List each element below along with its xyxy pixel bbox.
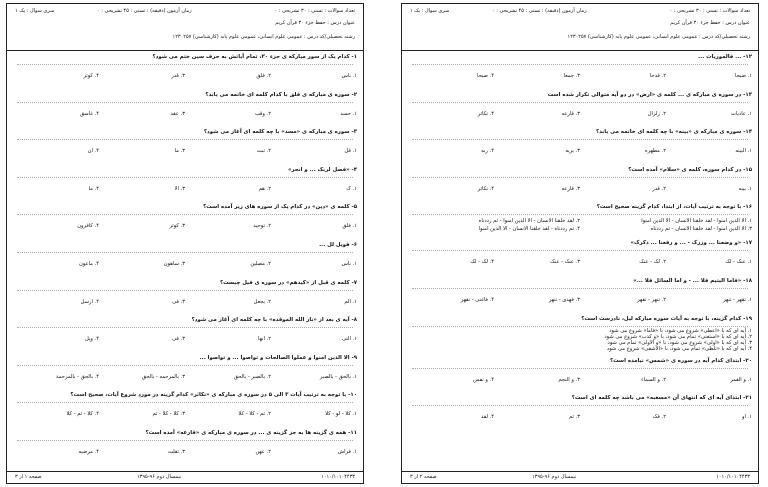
answer-option: ۳. الا الذین امنوا - لقد خلقنا الانسان - ثم رددناه — [650, 226, 752, 233]
question-item — [13, 317, 357, 351]
question-stem: ۷- کلمه ی قبل از «کیدهم» در سوره ی فیل چیست؟ — [219, 279, 357, 286]
question-item — [13, 355, 357, 389]
question-stem: ۱۹- کدام گزینه، با توجه به آیات سوره مبارکه لیل، نادرست است؟ — [581, 315, 752, 322]
exam-header — [402, 4, 758, 51]
answer-option: ۲. لک - عنک — [639, 259, 666, 266]
question-stem: ۱۸- «فاما الیتیم فلا ... - و اما السائل فلا ...» — [633, 278, 752, 284]
dotted-divider — [17, 252, 353, 253]
dotted-divider — [17, 102, 353, 103]
answer-option: ۳. قدر — [171, 73, 185, 79]
answer-option: ۳. قارعه — [561, 110, 580, 117]
dotted-divider — [17, 214, 353, 215]
answer-option: ۲. وقب — [254, 110, 271, 117]
question-stem: ۲۱- ابتدای آیه ای که انتهای آن «مسغبه» می باشد چه کلمه ای است؟ — [571, 395, 752, 402]
answer-option: ۴. تکاثر — [477, 185, 494, 192]
course-title: عنوان درس : حفظ جزء ۳۰ قرآن کریم — [275, 20, 355, 26]
question-stem: ۹- الا الذین امنوا و عملوا الصالحات و تواصوا ... و تواصوا ... — [199, 354, 357, 361]
answer-option: ۴. آیه ای که با «تلظی» تمام می شود، با «الاشقی» شروع می شود — [606, 345, 752, 352]
exam-time: زمان آزمون (دقیقه) : تستی : ۴۵ تشریحی : ۰ — [492, 8, 587, 14]
answer-option: ۴. غاسق — [79, 110, 99, 117]
question-item — [13, 430, 357, 464]
dotted-divider — [412, 288, 748, 289]
answer-option: ۲. انها — [258, 336, 271, 343]
dotted-divider — [412, 64, 748, 65]
answer-option: ۴. کوثر — [83, 73, 99, 79]
answer-option: ۴. ان — [87, 148, 99, 155]
dotted-divider — [412, 139, 748, 140]
answer-option: ۲. قدر — [652, 185, 666, 192]
answer-option: ۲. تبت — [256, 148, 271, 155]
answer-option: ۳. الا — [174, 185, 185, 192]
answer-option: ۲. آیه ای که با «استغنی» تمام می شود، با «و کذب» شروع می شود — [604, 333, 752, 340]
dotted-divider — [412, 177, 748, 178]
question-stem: ۱۵- در کدام سوره، کلمه ی «سلام» آمده است؟ — [628, 166, 752, 173]
question-stem: ۵- کلمه ی «دین» در کدام یک از سوره های زیر آمده است؟ — [203, 204, 357, 211]
exam-code: ۱۰۱۰/۱۰۱۰۴۴۳۳ — [321, 474, 355, 480]
answer-option: ۱. کلا - لو - کلا — [325, 411, 357, 418]
answer-option: ۳. بالمرحمه - بالحق — [142, 373, 185, 380]
answer-option: ۲. لقد خلقنا الانسان - الا الذین امنوا - ثم رددناه — [478, 218, 580, 225]
answer-option: ۱. ناس — [341, 261, 357, 267]
answer-option: ۳. ثم — [569, 414, 580, 421]
answer-option: ۱. ک — [346, 185, 357, 192]
question-item — [13, 204, 357, 238]
question-item — [408, 278, 752, 312]
exam-code: ۱۰۱۰/۱۰۱۰۴۴۳۳ — [716, 474, 750, 480]
exam-footer — [402, 471, 758, 483]
question-item — [13, 280, 357, 314]
answer-option: ۱. الم — [344, 298, 357, 305]
question-item — [408, 316, 752, 350]
dotted-divider — [17, 402, 353, 403]
question-item — [408, 129, 752, 163]
answer-option: ۲. ثم - کلا - کلا — [238, 411, 271, 418]
answer-option: ۳. فی — [172, 336, 185, 343]
answer-option: ۴. فاغنی - تقهر — [460, 297, 494, 303]
answer-option: ۳. ما — [174, 148, 185, 155]
question-stem: ۲- سوره ی مبارکه ی فلق با کدام کلمه ای خاتمه می یابد؟ — [205, 91, 357, 98]
answer-option: ۳. کوثر — [169, 223, 185, 230]
question-stem: ۱۱- همه ی گزینه ها به جز گزینه ی ... در سوره ی مبارکه ی «قارعه» آمده است؟ — [145, 430, 357, 436]
answer-option: ۳. کلا - کلا - ثم — [152, 411, 185, 418]
answer-option: ۴. ما — [88, 185, 99, 192]
answer-option: ۱. عنک - لک — [725, 259, 752, 266]
page-number: صفحه ۲ از ۳ — [410, 474, 437, 480]
dotted-divider — [412, 326, 748, 327]
answer-option: ۳. و النجم — [558, 376, 580, 383]
dotted-divider — [412, 214, 748, 215]
question-item — [13, 392, 357, 426]
question-stem: ۲۰- ابتدای کدام آیه در سوره ی «شمس» نیامده است؟ — [609, 357, 752, 364]
exam-header — [7, 4, 363, 51]
answer-option: ۱. بینه — [738, 185, 752, 192]
answer-option: ۲. و السماء — [641, 376, 666, 383]
answer-option: ۱. حسد — [340, 110, 357, 117]
answer-option: ۴. ثم رددناه - لقد خلقنا الانسان - الا الذین امنوا — [478, 226, 580, 233]
question-item — [408, 358, 752, 392]
answer-option: ۳. آیه ای که با «اولی» شروع می شود، با «و الاولی» تمام می شود — [607, 339, 752, 346]
answer-option: ۲. توحید — [253, 223, 271, 230]
answer-option: ۱. عادیات — [731, 110, 752, 117]
answer-option: ۱. ضبحا — [735, 73, 752, 79]
question-item — [13, 167, 357, 201]
question-series: سری سوال : یک ۱ — [15, 8, 55, 14]
question-item — [408, 395, 752, 429]
dotted-divider — [412, 368, 748, 369]
answer-option: ۲. بالصبر - بالحق — [233, 373, 271, 380]
dotted-divider — [412, 250, 748, 251]
question-count: تعداد سوالات : تستی : ۳۰ تشریحی : ۰ — [274, 8, 355, 14]
answer-option: ۴. و نفس — [473, 376, 494, 383]
question-stem: ۱۴- سوره ی مبارکه ی «بینه» با چه کلمه ای خاتمه می یابد؟ — [595, 129, 752, 136]
question-stem: ۱۶- با توجه به ترتیب آیات، از ابتدا، کدام گزینه صحیح است؟ — [596, 204, 752, 211]
dotted-divider — [17, 365, 353, 366]
question-stem: ۱۰- با توجه به ترتیب آیات ۳ الی ۵ در سوره ی مبارکه ی «تکاثر» کدام گزینه در مورد شروع آیات، صحیح است؟ — [70, 392, 357, 399]
exam-page-2 — [401, 3, 759, 484]
answer-option: ۱. بالحق - بالصبر — [319, 373, 357, 380]
answer-option: ۴. تکاثر — [477, 110, 494, 117]
answer-option: ۴. ربه — [481, 148, 494, 155]
answer-option: ۳. عنک - عنک — [550, 259, 580, 266]
answer-option: ۲. فلق — [256, 73, 271, 79]
answer-option: ۴. لک - لک — [470, 259, 494, 266]
answer-option: ۲. مطهره — [644, 148, 666, 155]
question-list — [402, 54, 758, 471]
answer-option: ۱. آیه ای که با «اعطی» شروع می شود، با «فاما» شروع می شود — [609, 327, 752, 334]
answer-option: ۴. بالحق - بالمرحمة — [56, 373, 99, 380]
dotted-divider — [17, 440, 353, 441]
answer-option: ۲. فک — [652, 414, 666, 421]
answer-option: ۱. فلق — [342, 223, 357, 230]
question-stem: ۱۳- در سوره ی مبارکه ی ... کلمه ی «ارض» در دو آیه متوالی تکرار شده است — [547, 91, 752, 98]
answer-option: ۳. فی — [172, 298, 185, 305]
course-title: عنوان درس : حفظ جزء ۳۰ قرآن کریم — [670, 20, 750, 26]
question-stem: ۴- «فصل لربک ... و انحر» — [287, 166, 357, 173]
answer-option: ۱. ناس — [341, 73, 357, 79]
answer-option: ۴. ویل — [85, 336, 99, 343]
answer-option: ۱. التی — [341, 336, 357, 343]
answer-option: ۳. عقد — [170, 110, 185, 117]
answer-option: ۲. زلزال — [647, 110, 666, 117]
answer-option: ۳. بریه — [565, 148, 580, 155]
question-item — [13, 54, 357, 88]
question-count: تعداد سوالات : تستی : ۳۰ تشریحی : ۰ — [669, 8, 750, 14]
answer-option: ۲. مصلین — [250, 261, 271, 267]
course-field: رشته تحصیلی/کد درس : عمومی علوم انسانی، عمومی علوم پایه (کارشناسی) ۱۲۳۰۲۵۷ — [567, 34, 750, 40]
answer-option: ۳. ثقلت — [168, 449, 185, 455]
answer-option: ۴. کلا - ثم - کلا — [66, 411, 99, 418]
answer-option: ۲. تنهر - تقهر — [637, 297, 666, 303]
answer-option: ۴. صبحا — [477, 73, 494, 79]
question-stem: ۳- سوره ی مبارکه ی «مسد» با چه کلمه ای آغاز می شود؟ — [203, 129, 357, 136]
question-list — [7, 54, 363, 471]
answer-option: ۴. ارسل — [80, 298, 99, 305]
answer-option: ۲. قدحا — [649, 73, 666, 79]
answer-option: ۴. کافرون — [77, 223, 99, 230]
semester: نیمسال دوم ۹۶-۱۳۹۵ — [532, 474, 577, 480]
question-stem: ۱۷- «و وضعنا ... وزرک - ... و رفعنا ... ذکرک» — [630, 240, 752, 247]
answer-option: ۴. ماعون — [78, 261, 99, 267]
question-stem: ۸- آیه ی بعد از «نار الله الموقده» با چه کلمه ای آغاز می شود؟ — [191, 317, 357, 324]
answer-option: ۲. عهن — [255, 449, 271, 455]
question-item — [13, 129, 357, 163]
question-item — [408, 240, 752, 274]
exam-time: زمان آزمون (دقیقه) : تستی : ۴۵ تشریحی : ۰ — [97, 8, 192, 14]
answer-option: ۱. تقهر - تنهر — [723, 297, 752, 303]
answer-option: ۱. او — [741, 414, 752, 421]
question-stem: ۶- فویل لل ... — [319, 242, 357, 248]
question-item — [408, 92, 752, 126]
question-item — [408, 167, 752, 201]
answer-option: ۱. و القمر — [730, 376, 752, 383]
dotted-divider — [412, 405, 748, 406]
question-stem: ۱۲- ... فالموریات ... — [698, 54, 752, 60]
course-field: رشته تحصیلی/کد درس : عمومی علوم انسانی، عمومی علوم پایه (کارشناسی) ۱۲۳۰۲۵۷ — [172, 34, 355, 40]
answer-option: ۱. فراش — [337, 449, 357, 455]
answer-option: ۳. جمعا — [563, 73, 580, 79]
exam-footer — [7, 471, 363, 483]
dotted-divider — [17, 64, 353, 65]
dotted-divider — [17, 290, 353, 291]
dotted-divider — [17, 177, 353, 178]
answer-option: ۱. الا الذین امنوا - لقد خلقنا الانسان - الا الذین امنوا — [641, 218, 752, 225]
page-number: صفحه ۱ از ۳ — [15, 474, 42, 480]
answer-option: ۱. قل — [344, 148, 357, 155]
question-stem: ۱- کدام یک از سور مبارکه ی جزء ۳۰، تمام آیاتش به حرف سین ختم می شود؟ — [152, 54, 357, 60]
question-item — [408, 54, 752, 88]
answer-option: ۲. هم — [258, 185, 271, 192]
dotted-divider — [17, 327, 353, 328]
answer-option: ۴. مرضیه — [78, 449, 99, 455]
answer-option: ۲. یجعل — [253, 298, 271, 305]
answer-option: ۳. فهدی - تنهر — [548, 297, 580, 303]
question-item — [408, 204, 752, 238]
question-item — [13, 92, 357, 126]
question-item — [13, 242, 357, 276]
answer-option: ۳. قارعه — [561, 185, 580, 192]
answer-option: ۱. البینه — [735, 148, 752, 155]
dotted-divider — [412, 102, 748, 103]
answer-option: ۴. لقد — [480, 414, 494, 421]
question-series: سری سوال : یک ۱ — [410, 8, 450, 14]
semester: نیمسال دوم ۹۶-۱۳۹۵ — [137, 474, 182, 480]
answer-option: ۳. ساهون — [163, 261, 185, 267]
exam-page-1 — [6, 3, 364, 484]
dotted-divider — [17, 139, 353, 140]
